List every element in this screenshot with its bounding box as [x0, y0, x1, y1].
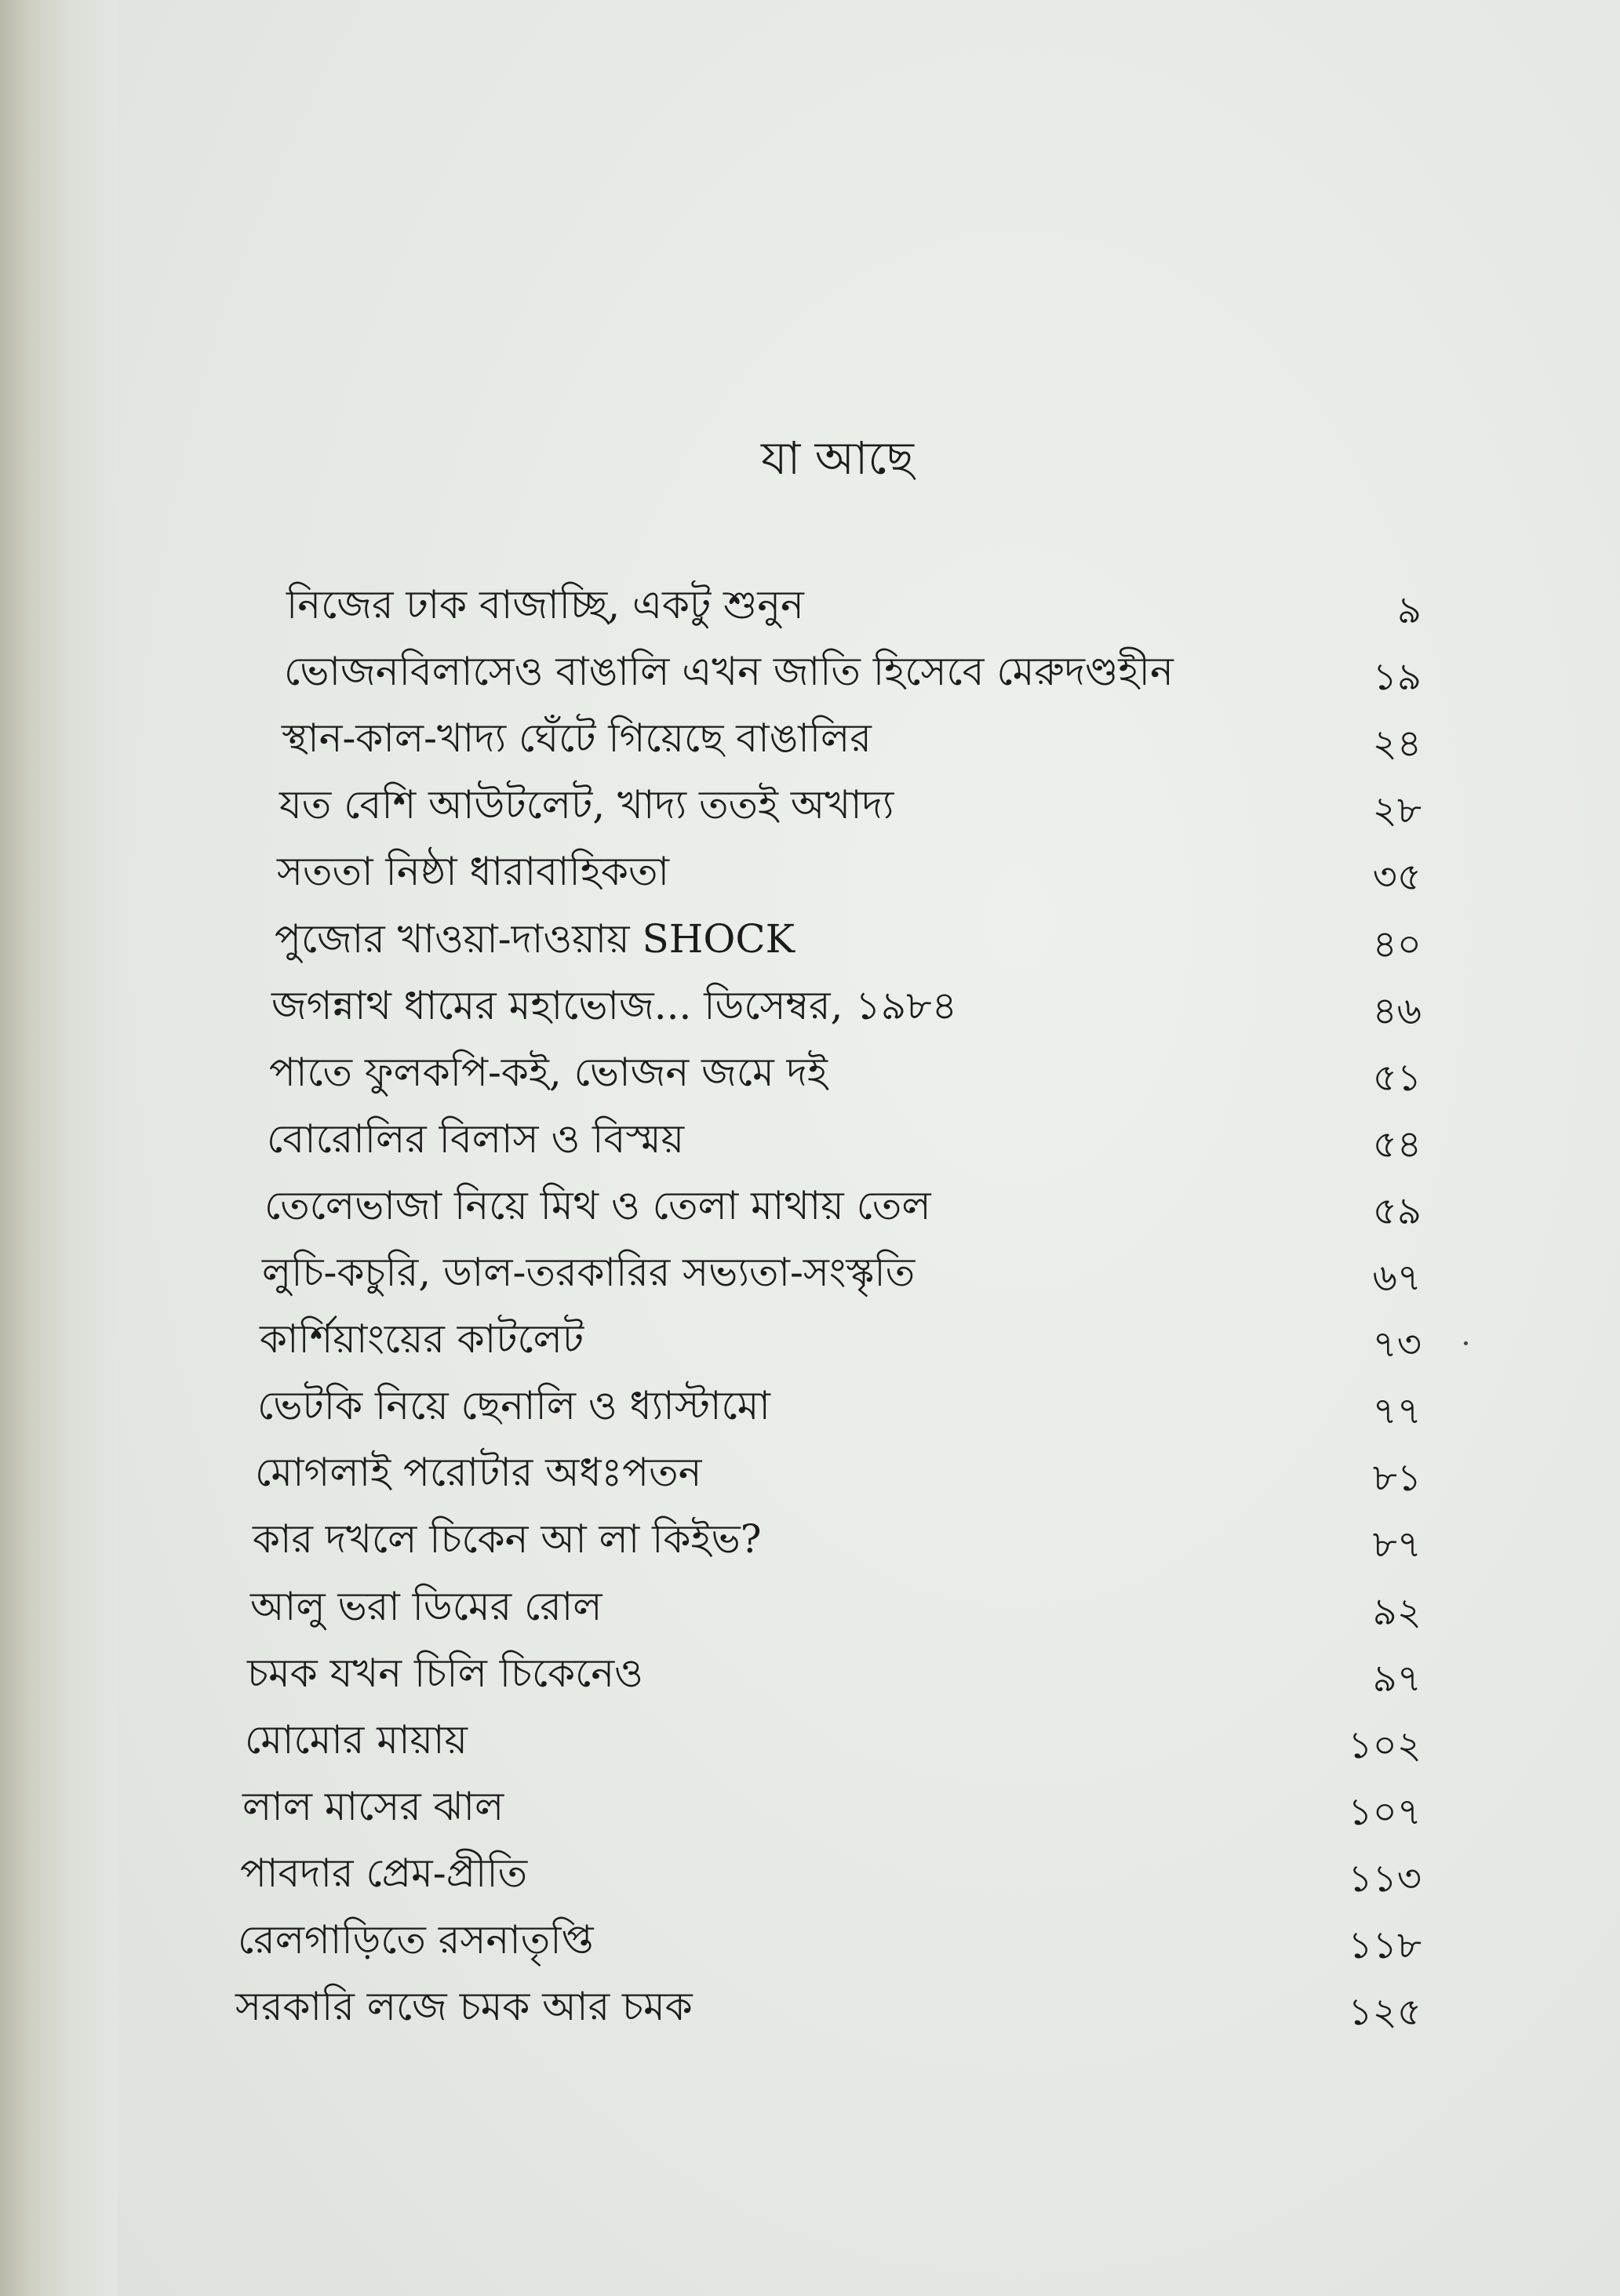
toc-entry-title: তেলেভাজা নিয়ে মিথ ও তেলা মাথায় তেল: [264, 1183, 931, 1228]
toc-entry: [250, 1578, 1422, 1649]
toc-entry-title: কার দখলে চিকেন আ লা কিইভ?: [253, 1516, 762, 1562]
toc-entry-title: লাল মাসের ঝাল: [242, 1784, 504, 1829]
toc-entry-title: যত বেশি আউটলেট, খাদ্য ততই অখাদ্য: [279, 782, 894, 828]
toc-entry-page-number: ৯: [1396, 588, 1422, 632]
toc-heading: যা আছে: [761, 431, 914, 485]
toc-entry-page-number: ১৯: [1372, 655, 1422, 699]
toc-entry-page-number: ১০৭: [1348, 1790, 1422, 1834]
toc-entry-title: নিজের ঢাক বাজাচ্ছি, একটু শুনুন: [286, 582, 804, 628]
toc-entry: [282, 710, 1422, 780]
toc-entry-title: লুচি-কচুরি, ডাল-তরকারির সভ্যতা-সংস্কৃতি: [262, 1250, 916, 1295]
toc-entry-title: পাবদার প্রেম-প্রীতি: [240, 1850, 528, 1896]
toc-entry-page-number: ৫৯: [1372, 1189, 1422, 1233]
toc-entry: [279, 777, 1422, 847]
toc-entry-page-number: ২৪: [1372, 722, 1422, 766]
toc-entry-title: জগন্নাথ ধামের মহাভোজ... ডিসেম্বর, ১৯৮৪: [271, 983, 958, 1028]
toc-entry-page-number: ৫১: [1372, 1056, 1422, 1100]
toc-entry: [255, 1444, 1422, 1515]
toc-entry: [235, 1978, 1422, 2049]
toc-entry: [245, 1712, 1422, 1782]
toc-entry-page-number: ১২৫: [1348, 1990, 1422, 2034]
toc-entry-page-number: ৮৭: [1372, 1523, 1422, 1566]
toc-entry-title: ভোজনবিলাসেও বাঙালি এখন জাতি হিসেবে মেরুদণ্ডহীন: [284, 649, 1174, 694]
toc-entry: [257, 1377, 1422, 1448]
toc-entry: [264, 1177, 1422, 1248]
toc-entry-page-number: ৯৭: [1372, 1657, 1422, 1701]
toc-entry-page-number: ৪০: [1372, 922, 1422, 966]
toc-entry: [277, 843, 1422, 914]
toc-entry-page-number: ৫৪: [1372, 1123, 1422, 1166]
toc-entry-title: কার্শিয়াংয়ের কাটলেট: [260, 1316, 584, 1362]
toc-entry-title: সততা নিষ্ঠা ধারাবাহিকতা: [277, 849, 669, 894]
toc-entry-title: রেলগাড়িতে রসনাতৃপ্তি: [238, 1917, 594, 1963]
toc-entry: [267, 1111, 1422, 1181]
paper-speck: [1464, 1341, 1468, 1345]
toc-entry: [275, 911, 1422, 981]
toc-entry: [238, 1912, 1422, 1982]
toc-entry-title: মোমোর মায়ায়: [245, 1717, 468, 1763]
toc-entry-title: আলু ভরা ডিমের রোল: [250, 1584, 602, 1629]
toc-entry-title: পুজোর খাওয়া-দাওয়ায় SHOCK: [275, 916, 795, 962]
toc-entry: [260, 1311, 1422, 1381]
toc-entry: [284, 643, 1422, 714]
toc-entry-title: পাতে ফুলকপি-কই, ভোজন জমে দই: [269, 1050, 828, 1095]
toc-entry: [271, 977, 1422, 1048]
toc-entry-title: বোরোলির বিলাস ও বিস্ময়: [267, 1116, 685, 1162]
toc-entry: [286, 577, 1422, 647]
toc-entry-title: মোগলাই পরোটার অধঃপতন: [255, 1450, 702, 1495]
toc-entry: [262, 1244, 1422, 1315]
toc-entry-page-number: ৯২: [1372, 1590, 1422, 1634]
toc-entry: [253, 1511, 1422, 1581]
toc-entry-title: সরকারি লজে চমক আর চমক: [235, 1984, 693, 2029]
toc-entry-title: ভেটকি নিয়ে ছেনালি ও ধ্যাস্টামো: [257, 1383, 770, 1428]
toc-entry-page-number: ১১৩: [1348, 1857, 1422, 1901]
toc-entry: [240, 1845, 1422, 1916]
toc-entry-page-number: ২৮: [1372, 788, 1422, 832]
book-binding-edge: [0, 0, 118, 2296]
toc-entry-page-number: ৪৬: [1372, 989, 1422, 1033]
toc-entry-title: স্থান-কাল-খাদ্য ঘেঁটে গিয়েছে বাঙালির: [282, 715, 872, 761]
toc-entry-page-number: ১০২: [1348, 1723, 1422, 1767]
toc-entry-page-number: ৬৭: [1372, 1256, 1422, 1300]
toc-entry-page-number: ৭৭: [1372, 1389, 1422, 1433]
toc-entry: [242, 1778, 1422, 1849]
toc-entry-page-number: ৮১: [1372, 1456, 1422, 1500]
toc-entry-title: চমক যখন চিলি চিকেনেও: [247, 1650, 643, 1696]
toc-entry-page-number: ৭৩: [1372, 1323, 1422, 1366]
toc-entry-page-number: ৩৫: [1372, 855, 1422, 899]
toc-entry: [247, 1645, 1422, 1716]
toc-entry-page-number: ১১৮: [1348, 1923, 1422, 1967]
toc-entry: [269, 1044, 1422, 1115]
